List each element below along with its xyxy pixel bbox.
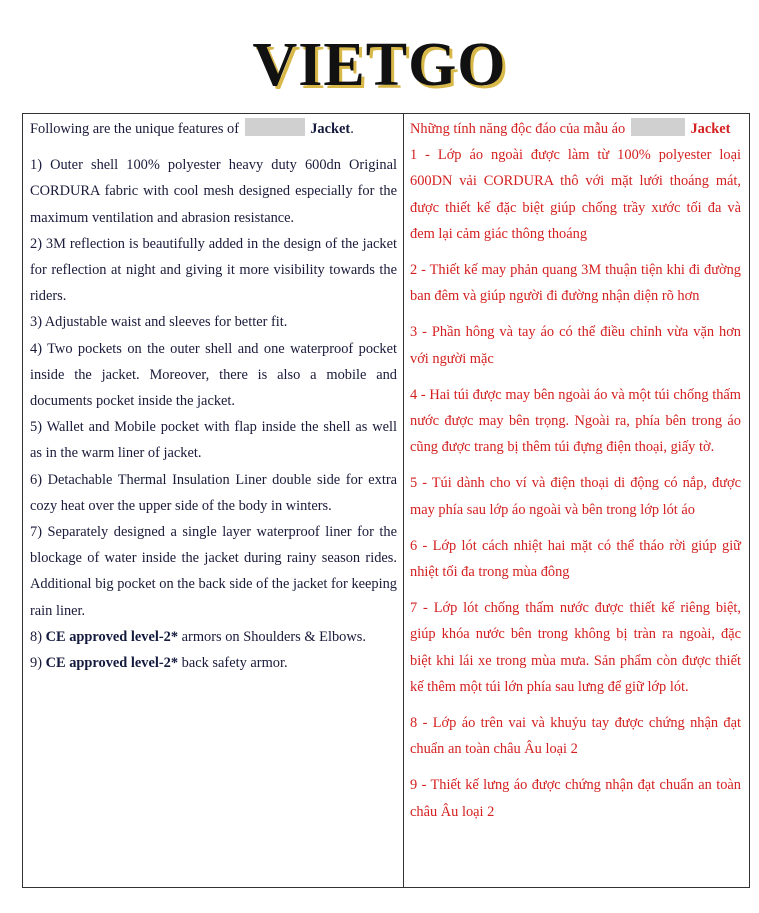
item8-rest: armors on Shoulders & Elbows. — [181, 628, 366, 645]
item9-number: 9) — [30, 655, 42, 672]
english-feature-item: 3) Adjustable waist and sleeves for better fit. — [30, 314, 288, 331]
item9-bold: CE approved level-2* — [45, 655, 179, 672]
english-feature-item: 4) Two pockets on the outer shell and one waterproof pocket inside the jacket. Moreover, there is also a mobile and documents pocket inside the jacket. — [30, 340, 397, 410]
english-intro — [30, 116, 397, 142]
vietnamese-feature-item: 5 - Túi dành cho ví và điện thoại di động có nắp, được may phía sau lớp áo ngoài và bên trong lớp lót áo — [410, 475, 741, 518]
vietnamese-intro — [410, 116, 741, 142]
vietnamese-feature-item: 2 - Thiết kế may phản quang 3M thuận tiện khi đi đường ban đêm và giúp người đi đường nhận diện rõ hơn — [410, 262, 741, 305]
vietgo-logo: VIETGO — [252, 31, 507, 99]
vietnamese-feature-item: 3 - Phần hông và tay áo có thể điều chỉnh vừa vặn hơn với người mặc — [410, 324, 741, 367]
redacted-brand-block — [631, 118, 685, 136]
vietnamese-feature-item: 1 - Lớp áo ngoài được làm từ 100% polyester loại 600DN vải CORDURA thô với mặt lưới thoáng mát, được thiết kế đặc biệt giúp chống trầy xước tối đa và đem lại cảm giác thông thoáng — [410, 147, 741, 242]
vietnamese-feature-item: 7 - Lớp lót chống thấm nước được thiết kế riêng biệt, giúp khóa nước bên trong không bị tràn ra ngoài, đặc biệt khi lái xe trong mùa mưa. Sản phẩm còn được thiết kế thêm một túi lớn phía sau lưng để giữ lớp lót. — [410, 600, 741, 695]
item9-rest: back safety armor. — [181, 655, 288, 672]
english-intro-product: Jacket — [310, 121, 351, 137]
english-feature-item-9 — [30, 650, 397, 676]
vietnamese-feature-item: 9 - Thiết kế lưng áo được chứng nhận đạt chuẩn an toàn châu Âu loại 2 — [410, 777, 741, 820]
item8-bold: CE approved level-2* — [45, 628, 179, 645]
english-feature-item: 2) 3M reflection is beautifully added in the design of the jacket for reflection at night and giving it more visibility towards the riders. — [30, 235, 397, 305]
vietnamese-feature-item: 8 - Lớp áo trên vai và khuỷu tay được chứng nhận đạt chuẩn an toàn châu Âu loại 2 — [410, 715, 741, 758]
vietnamese-column — [404, 114, 749, 887]
english-intro-period: . — [350, 121, 354, 137]
english-feature-item-8 — [30, 624, 397, 650]
item8-number: 8) — [30, 628, 42, 645]
english-intro-text: Following are the unique features of — [30, 121, 240, 137]
vietnamese-feature-item: 4 - Hai túi được may bên ngoài áo và một túi chống thấm nước được may bên trọng. Ngoài ra, phía bên trong áo cũng được trang bị thêm túi đựng điện thoại, giấy tờ. — [410, 386, 741, 456]
english-feature-item: 6) Detachable Thermal Insulation Liner double side for extra cozy heat over the upper side of the body in winters. — [30, 471, 397, 514]
english-feature-item: 5) Wallet and Mobile pocket with flap inside the shell as well as in the warm liner of jacket. — [30, 419, 397, 462]
english-feature-item: 1) Outer shell 100% polyester heavy duty 600dn Original CORDURA fabric with cool mesh designed especially for the maximum ventilation and abrasion resistance. — [30, 157, 397, 226]
vietnamese-intro-product: Jacket — [690, 121, 731, 137]
english-feature-item: 7) Separately designed a single layer waterproof liner for the blockage of water inside the jacket during rainy season rides. Additional big pocket on the back side of the jacket for keeping rain liner. — [30, 524, 397, 619]
vietnamese-intro-text: Những tính năng độc đáo của mẫu áo — [410, 121, 626, 137]
bilingual-feature-table — [22, 113, 750, 888]
vietnamese-feature-item: 6 - Lớp lót cách nhiệt hai mặt có thể tháo rời giúp giữ nhiệt tối đa trong mùa đông — [410, 537, 741, 581]
redacted-brand-block — [245, 118, 305, 136]
english-column — [23, 114, 404, 887]
